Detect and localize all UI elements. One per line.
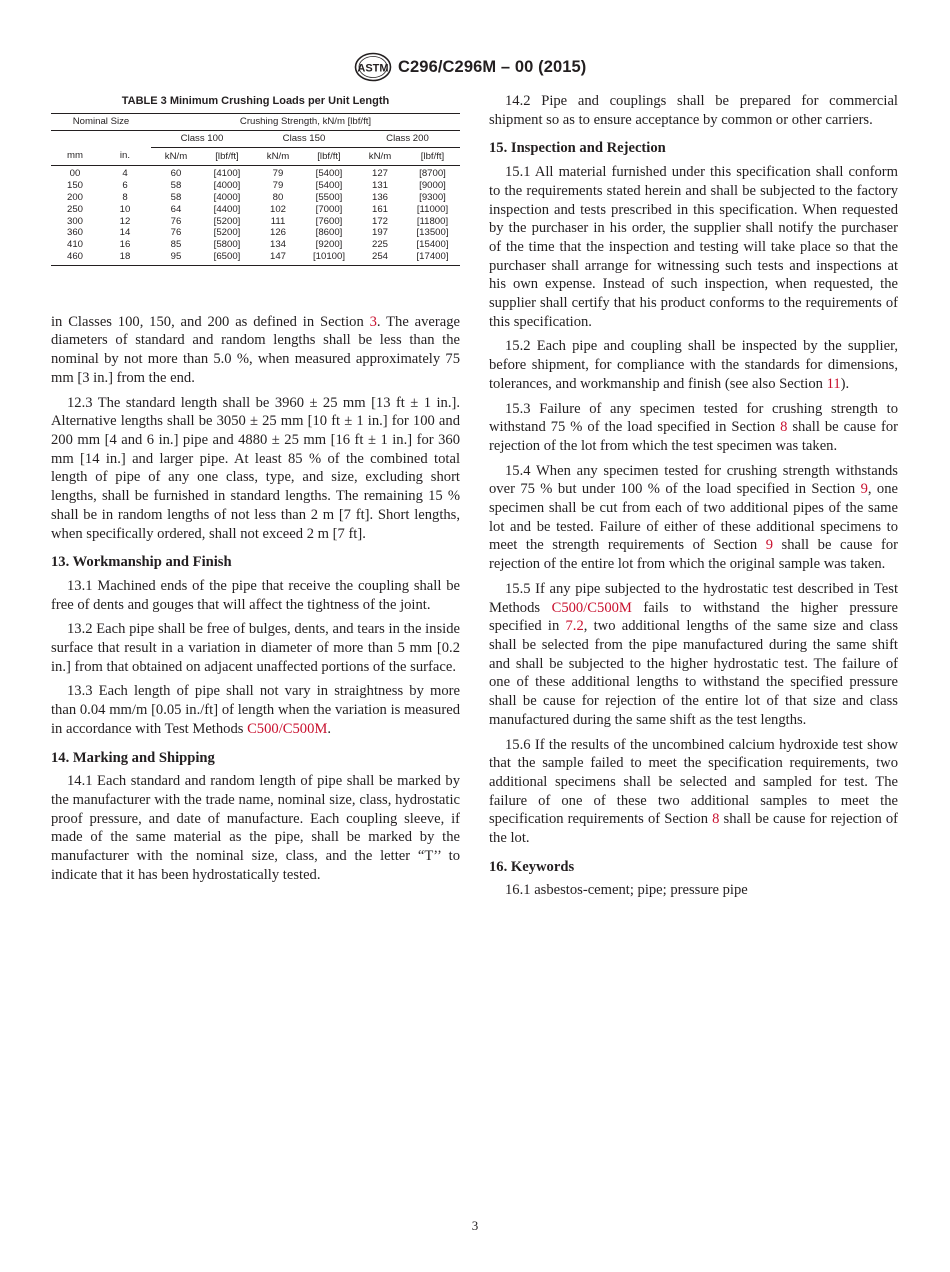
- paragraph-15-5: 15.5 If any pipe subjected to the hydrostatic test described in Test Methods C500/C500M fails to withstand the higher pressure specified in 7.2, two additional lengths of the same size and class shall be selected from the pipe manufactured during the same shift and shall be subjected to the higher hydrostatic test. The failure of one of these additional lengths to withstand the specified pressure shall be cause for rejection of the entire lot of that size and class manufactured during the same shift as the test lengths.: [489, 580, 898, 728]
- table-cell: 85: [170, 239, 182, 251]
- table-cell: [5200]: [213, 215, 241, 227]
- class-150-header: Class 150: [253, 130, 355, 147]
- table-cell: 102: [269, 203, 286, 215]
- table-cell: 79: [272, 168, 284, 180]
- table-cell: 410: [66, 239, 83, 251]
- c500-link[interactable]: C500/C500M: [551, 599, 632, 616]
- table-cell: 150: [66, 180, 83, 192]
- table-cell: 6: [122, 180, 128, 192]
- table-cell: [4400]: [213, 203, 241, 215]
- table-cell: [4000]: [213, 180, 241, 192]
- table-class-row: [51, 130, 460, 147]
- table-cell: [15400]: [416, 239, 449, 251]
- table-title: TABLE 3 Minimum Crushing Loads per Unit Length: [121, 95, 390, 107]
- table-cell: 225: [371, 239, 388, 251]
- section-11-link[interactable]: 11: [826, 375, 841, 392]
- nominal-size-header: Nominal Size: [51, 114, 151, 131]
- table-cell: 80: [272, 191, 284, 203]
- paragraph-12-2-continued: in Classes 100, 150, and 200 as defined in Section 3. The average diameters of standard and random lengths shall be less than the nominal by not more than 5.0 %, when measured approximately 75 mm [3 in.] from the end.: [51, 313, 461, 386]
- table-cell: 8: [122, 191, 128, 203]
- page-number: 3: [471, 1218, 479, 1233]
- table-cell: [10100]: [303, 251, 355, 265]
- class-200-header: Class 200: [355, 130, 460, 147]
- logo-text: ASTM: [357, 62, 389, 75]
- paragraph-16-1: 16.1 asbestos-cement; pipe; pressure pipe: [505, 882, 748, 899]
- unit-kn-m: kN/m: [355, 147, 405, 166]
- paragraph-15-2: 15.2 Each pipe and coupling shall be inspected by the supplier, before shipment, for compliance with the standards for dimensions, tolerances, and workmanship and finish (see also Section 11).: [489, 338, 898, 392]
- section-3-link[interactable]: 3: [369, 313, 377, 330]
- table-cell: 4: [122, 168, 128, 180]
- table-header-row: [51, 114, 460, 131]
- table-row: [51, 227, 460, 239]
- table-cell: [4100]: [213, 168, 241, 180]
- table-units-row: [51, 147, 460, 166]
- table-cell: 10: [119, 203, 131, 215]
- paragraph-15-1: 15.1 All material furnished under this specification shall conform to the requirements stated herein and shall be subjected to the factory inspection and tests prescribed in this specification. When requested by the purchaser in his order, the supplier shall notify the purchaser of the time that the inspection and testing will take place so that the purchaser shall arrange for witnessing such tests and inspections at his own expense. Instead of such inspection, when requested, the supplier shall certify that his product conforms to the requirements of this specification.: [489, 164, 898, 330]
- table-cell: [17400]: [405, 251, 460, 265]
- table-cell: 79: [272, 180, 284, 192]
- table-cell: 134: [269, 239, 286, 251]
- table-cell: 14: [119, 227, 131, 239]
- table-row: [51, 204, 460, 216]
- table-cell: 60: [170, 168, 182, 180]
- section-9-link[interactable]: 9: [860, 481, 868, 498]
- c500-link[interactable]: C500/C500M: [247, 720, 328, 737]
- table-cell: 58: [170, 180, 182, 192]
- table-cell: 95: [151, 251, 201, 265]
- table-cell: [8700]: [419, 168, 446, 180]
- section-8-link[interactable]: 8: [780, 419, 788, 436]
- table-cell: [5800]: [213, 239, 241, 251]
- table-cell: 360: [66, 227, 83, 239]
- table-cell: 58: [170, 191, 182, 203]
- table-row: [51, 239, 460, 251]
- unit-kn-m: kN/m: [253, 147, 303, 166]
- table-cell: [5500]: [315, 191, 343, 203]
- crushing-loads-table: [51, 113, 460, 266]
- paragraph-14-1: 14.1 Each standard and random length of pipe shall be marked by the manufacturer with the trade name, nominal size, class, hydrostatic proof pressure, and date of manufacture. Each coupling sleeve, if made of the same material as the pipe, shall be marked by the manufacturer with the nominal size, class, and the letter “T’’ to indicate that it has been hydrostatically tested.: [51, 773, 460, 883]
- table-cell: [11000]: [416, 203, 449, 215]
- section-9-link[interactable]: 9: [765, 537, 773, 554]
- table-row: [51, 166, 460, 180]
- table-cell: 254: [355, 251, 405, 265]
- table-cell: 131: [371, 180, 388, 192]
- unit-kn-m: kN/m: [151, 147, 201, 166]
- table-cell: 111: [270, 215, 286, 227]
- table-cell: [9000]: [419, 180, 446, 192]
- table-cell: 12: [119, 215, 131, 227]
- crushing-strength-header: Crushing Strength, kN/m [lbf/ft]: [151, 114, 460, 131]
- table-row: [51, 251, 460, 265]
- section-14-heading: 14. Marking and Shipping: [51, 749, 215, 766]
- section-7-2-link[interactable]: 7.2: [565, 618, 584, 635]
- paragraph-14-2: 14.2 Pipe and couplings shall be prepared for commercial shipment so as to ensure acceptance by common or other carriers.: [489, 93, 898, 128]
- table-cell: [11800]: [416, 215, 449, 227]
- table-cell: [5400]: [315, 180, 343, 192]
- table-cell: 126: [269, 227, 286, 239]
- table-cell: 127: [371, 168, 388, 180]
- table-cell: 460: [51, 251, 99, 265]
- paragraph-15-3: 15.3 Failure of any specimen tested for crushing strength to withstand 75 % of the load specified in Section 8 shall be cause for rejection of the lot from which the test specimen was taken.: [489, 400, 899, 454]
- paragraph-13-1: 13.1 Machined ends of the pipe that receive the coupling shall be free of dents and gouges that will affect the tightness of the joint.: [51, 577, 460, 613]
- table-cell: 300: [66, 215, 83, 227]
- section-16-heading: 16. Keywords: [489, 858, 575, 875]
- table-cell: [5200]: [213, 227, 241, 239]
- table-cell: [6500]: [201, 251, 253, 265]
- table-cell: 250: [66, 203, 83, 215]
- table-cell: 147: [253, 251, 303, 265]
- table-row: [51, 216, 460, 228]
- table-cell: 200: [66, 191, 83, 203]
- table-cell: 00: [69, 168, 81, 180]
- left-column: [51, 92, 460, 890]
- document-designation: C296/C296M – 00 (2015): [398, 58, 587, 76]
- table-cell: 16: [119, 239, 131, 251]
- class-100-header: Class 100: [151, 130, 253, 147]
- table-row: [51, 192, 460, 204]
- table-cell: [9200]: [315, 239, 343, 251]
- table-cell: 76: [170, 215, 182, 227]
- table-cell: [9300]: [419, 191, 446, 203]
- table-cell: 18: [99, 251, 151, 265]
- table-cell: 76: [170, 227, 182, 239]
- section-15-heading: 15. Inspection and Rejection: [489, 140, 666, 157]
- section-8-link[interactable]: 8: [712, 811, 720, 828]
- paragraph-15-6: 15.6 If the results of the uncombined calcium hydroxide test show that the sample failed to meet the specification requirements, two additional specimens shall be selected and sampled for test. The failure of one of these two additional samples to meet the specification requirements of Section 8 shall be cause for rejection of the lot.: [489, 736, 899, 847]
- unit-in: in.: [99, 147, 151, 166]
- page-header: [0, 50, 950, 84]
- table-cell: [5400]: [315, 168, 343, 180]
- table-cell: 172: [371, 215, 388, 227]
- table-cell: [13500]: [416, 227, 449, 239]
- paragraph-13-2: 13.2 Each pipe shall be free of bulges, dents, and tears in the inside surface that result in a variation in diameter of more than 5 mm [0.2 in.] from that obtained on adjacent unaffected portions of the surface.: [51, 621, 460, 675]
- table-cell: 197: [371, 227, 388, 239]
- table-cell: 64: [170, 203, 182, 215]
- paragraph-12-3: 12.3 The standard length shall be 3960 ± 25 mm [13 ft ± 1 in.]. Alternative lengths shall be 3050 ± 25 mm [10 ft ± 1 in.] for 100 and 200 mm [4 and 6 in.] pipe and 4880 ± 25 mm [16 ft ± 1 in.] for 360 mm [14 in.] and larger pipe. At least 85 % of the combined total length of pipe of any one class, type, and size, excluding short lengths, shall be furnished in standard lengths. The remaining 15 % shall be in random lengths of not less than 2 m [7 ft]. Short lengths, when specifically ordered, shall not exceed 2 m [7 ft].: [51, 394, 460, 542]
- right-column: [489, 92, 898, 906]
- table-cell: [7000]: [315, 203, 343, 215]
- paragraph-13-3: 13.3 Each length of pipe shall not vary in straightness by more than 0.04 mm/m [0.05 in./ft] of length when the variation is measured in accordance with Test Methods C500/C500M.: [51, 683, 460, 737]
- table-cell: [8600]: [315, 227, 343, 239]
- unit-lbf-ft: [lbf/ft]: [303, 147, 355, 166]
- table-cell: [4000]: [213, 191, 241, 203]
- unit-lbf-ft: [lbf/ft]: [405, 147, 460, 166]
- table-cell: 161: [371, 203, 388, 215]
- astm-logo-icon: [354, 52, 392, 82]
- unit-lbf-ft: [lbf/ft]: [201, 147, 253, 166]
- unit-mm: mm: [51, 147, 99, 166]
- table-cell: 136: [371, 191, 388, 203]
- table-row: [51, 180, 460, 192]
- table-cell: [7600]: [315, 215, 343, 227]
- section-13-heading: 13. Workmanship and Finish: [51, 554, 232, 571]
- paragraph-15-4: 15.4 When any specimen tested for crushing strength withstands over 75 % but under 100 % of the load specified in Section 9, one specimen shall be cut from each of two additional pipes of the same lot and be tested. Failure of either of these additional specimens to meet the strength requirements of Section 9 shall be cause for rejection of the entire lot from which the original sample was taken.: [489, 462, 898, 573]
